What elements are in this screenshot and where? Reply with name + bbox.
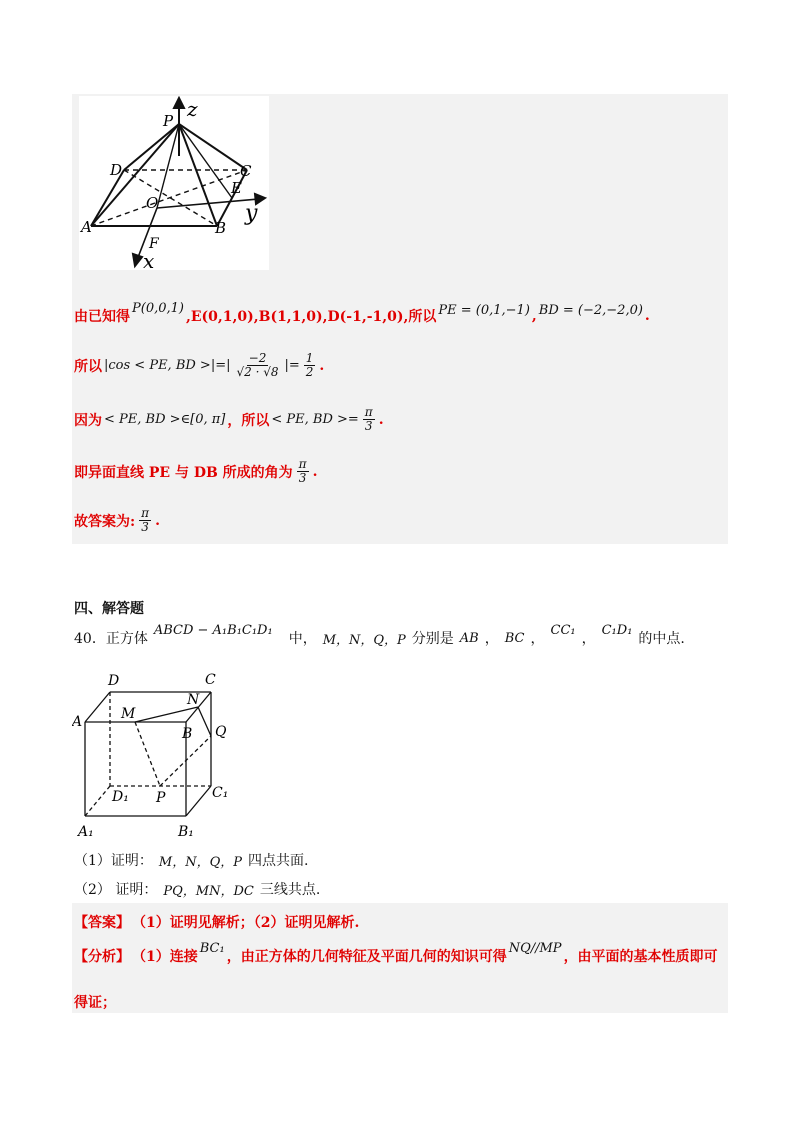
question-2 bbox=[74, 879, 320, 899]
analysis-part1: （1）连接 bbox=[132, 949, 198, 965]
solution-line-3 bbox=[74, 406, 384, 433]
line1-comma: , bbox=[531, 308, 537, 324]
problem-fenbie: 分别是 bbox=[411, 631, 454, 647]
segment-BC: BC bbox=[504, 630, 525, 646]
cube-label-C: C bbox=[205, 672, 216, 688]
cube-label-A1: A₁ bbox=[78, 824, 94, 840]
label-x: x bbox=[143, 249, 155, 270]
cube-label-P: P bbox=[156, 790, 166, 806]
nq-parallel-mp: NQ//MP bbox=[508, 940, 562, 956]
line3-prefix: 因为 bbox=[74, 412, 102, 429]
line4-text: 即异面直线 PE 与 DB 所成的角为 bbox=[74, 464, 293, 481]
answer-tag: 【答案】 bbox=[74, 915, 130, 931]
solution-line-1 bbox=[74, 300, 650, 326]
line3-frac-num: π bbox=[364, 405, 373, 419]
label-y: y bbox=[245, 201, 258, 226]
question-1-label: （1）证明： bbox=[74, 853, 153, 869]
cube-label-B: B bbox=[182, 726, 193, 742]
label-F: F bbox=[149, 236, 159, 252]
line2-fraction bbox=[234, 352, 280, 379]
problem-number: 40．正方体 bbox=[74, 631, 148, 647]
line3-mid: ，所以 bbox=[227, 412, 270, 429]
analysis-part3: ，由平面的基本性质即可 bbox=[563, 949, 718, 965]
cube-label-D: D bbox=[108, 673, 120, 689]
line2-frac-num: −2 bbox=[248, 351, 267, 365]
label-A: A bbox=[81, 218, 92, 236]
sep-2: ， bbox=[530, 631, 545, 647]
cube-label-B1: B₁ bbox=[178, 824, 194, 840]
line4-end: . bbox=[312, 463, 318, 480]
solution-line-4 bbox=[74, 458, 317, 485]
segment-NQ bbox=[198, 707, 211, 736]
vector-PE-expr: PE = (0,1,−1) bbox=[438, 302, 530, 318]
sep-3: ， bbox=[581, 631, 596, 647]
question-2-expr: PQ，MN，DC bbox=[163, 883, 254, 899]
segment-BC1: BC₁ bbox=[199, 940, 225, 956]
answer-line bbox=[74, 912, 359, 932]
segment-MP bbox=[135, 722, 160, 786]
edge-A1D1 bbox=[85, 786, 110, 816]
question-2-tail: 三线共点. bbox=[259, 882, 321, 898]
sep-1: ， bbox=[484, 631, 499, 647]
problem-40 bbox=[74, 622, 685, 648]
x-arrow bbox=[133, 254, 142, 266]
problem-points: M，N，Q，P bbox=[322, 632, 406, 648]
solution-line-2 bbox=[74, 352, 324, 379]
pyramid-diagram bbox=[79, 96, 269, 270]
line2-expr-left: |cos < PE, BD >|=| bbox=[104, 358, 231, 373]
analysis-part2: ，由正方体的几何特征及平面几何的知识可得 bbox=[226, 949, 507, 965]
answer-text: （1）证明见解析；（2）证明见解析. bbox=[132, 915, 360, 931]
vector-BD-expr: BD = (−2,−2,0) bbox=[538, 302, 643, 318]
line4-fraction bbox=[297, 458, 309, 485]
cube-figure bbox=[72, 664, 242, 840]
question-1-tail: 四点共面. bbox=[248, 853, 309, 869]
label-z: z bbox=[187, 97, 198, 121]
line3-expr1: < PE, BD >∈[0, π] bbox=[104, 412, 226, 427]
edge-AD-cube bbox=[85, 692, 110, 722]
line5-frac-num: π bbox=[141, 506, 150, 520]
label-B: B bbox=[215, 219, 227, 237]
label-O: O bbox=[146, 194, 159, 212]
label-P: P bbox=[163, 112, 174, 130]
cube-label-Q: Q bbox=[215, 724, 227, 740]
cube-label-M: M bbox=[121, 706, 136, 722]
line2-expr-mid: |= bbox=[284, 358, 300, 373]
section-title: 四、解答题 bbox=[74, 601, 144, 617]
line5-frac-den: 3 bbox=[141, 520, 149, 534]
line2-prefix: 所以 bbox=[74, 358, 102, 375]
line5-end: . bbox=[155, 512, 160, 529]
label-E: E bbox=[231, 179, 242, 197]
point-P-expr: P(0,0,1) bbox=[132, 300, 184, 316]
line2-fraction-2 bbox=[304, 352, 316, 379]
edge-B1C1 bbox=[186, 786, 211, 816]
cube-label-N: N bbox=[187, 692, 200, 708]
problem-tail: 的中点. bbox=[638, 631, 685, 647]
segment-C1D1: C₁D₁ bbox=[601, 622, 633, 638]
z-arrow bbox=[174, 98, 184, 108]
line2-frac2-num: 1 bbox=[305, 351, 314, 365]
segment-CC1: CC₁ bbox=[550, 622, 576, 638]
cube-diagram bbox=[72, 664, 242, 840]
line5-fraction bbox=[139, 507, 151, 534]
cube-label-A: A bbox=[72, 714, 83, 730]
segment-PE bbox=[179, 124, 232, 198]
line2-end: . bbox=[319, 357, 325, 374]
line2-frac2-den: 2 bbox=[305, 365, 314, 379]
line1-end: . bbox=[644, 308, 650, 324]
pyramid-figure bbox=[79, 96, 269, 270]
line5-text: 故答案为: bbox=[74, 513, 136, 530]
edge-PD bbox=[124, 124, 179, 170]
line1-prefix: 由已知得 bbox=[74, 309, 130, 325]
line3-end: . bbox=[378, 411, 384, 428]
label-C: C bbox=[240, 162, 252, 180]
analysis-line2: 得证； bbox=[74, 995, 116, 1011]
line3-frac-den: 3 bbox=[364, 419, 373, 433]
cube-label-C1: C₁ bbox=[212, 785, 229, 801]
analysis-tag: 【分析】 bbox=[74, 949, 130, 965]
cube-name: ABCD − A₁B₁C₁D₁ bbox=[153, 622, 273, 638]
line1-points: ,E(0,1,0),B(1,1,0),D(-1,-1,0),所以 bbox=[185, 309, 437, 325]
analysis-line-1 bbox=[74, 940, 718, 966]
segment-AB: AB bbox=[459, 630, 479, 646]
line3-expr2: < PE, BD >= bbox=[271, 412, 359, 427]
line4-frac-den: 3 bbox=[298, 471, 307, 485]
edge-PC bbox=[179, 124, 247, 170]
solution-line-5 bbox=[74, 507, 160, 534]
question-1 bbox=[74, 850, 308, 870]
cube-label-D1: D₁ bbox=[112, 789, 129, 805]
line2-frac-den: √2 · √8 bbox=[236, 365, 279, 379]
line4-frac-num: π bbox=[298, 457, 307, 471]
analysis-line-2 bbox=[74, 992, 116, 1012]
edge-PB bbox=[179, 124, 217, 226]
label-D: D bbox=[110, 161, 123, 179]
problem-zhong: 中， bbox=[288, 631, 317, 647]
question-1-expr: M，N，Q，P bbox=[158, 854, 243, 870]
line3-fraction bbox=[363, 406, 375, 433]
question-2-label: （2） 证明： bbox=[74, 882, 158, 898]
